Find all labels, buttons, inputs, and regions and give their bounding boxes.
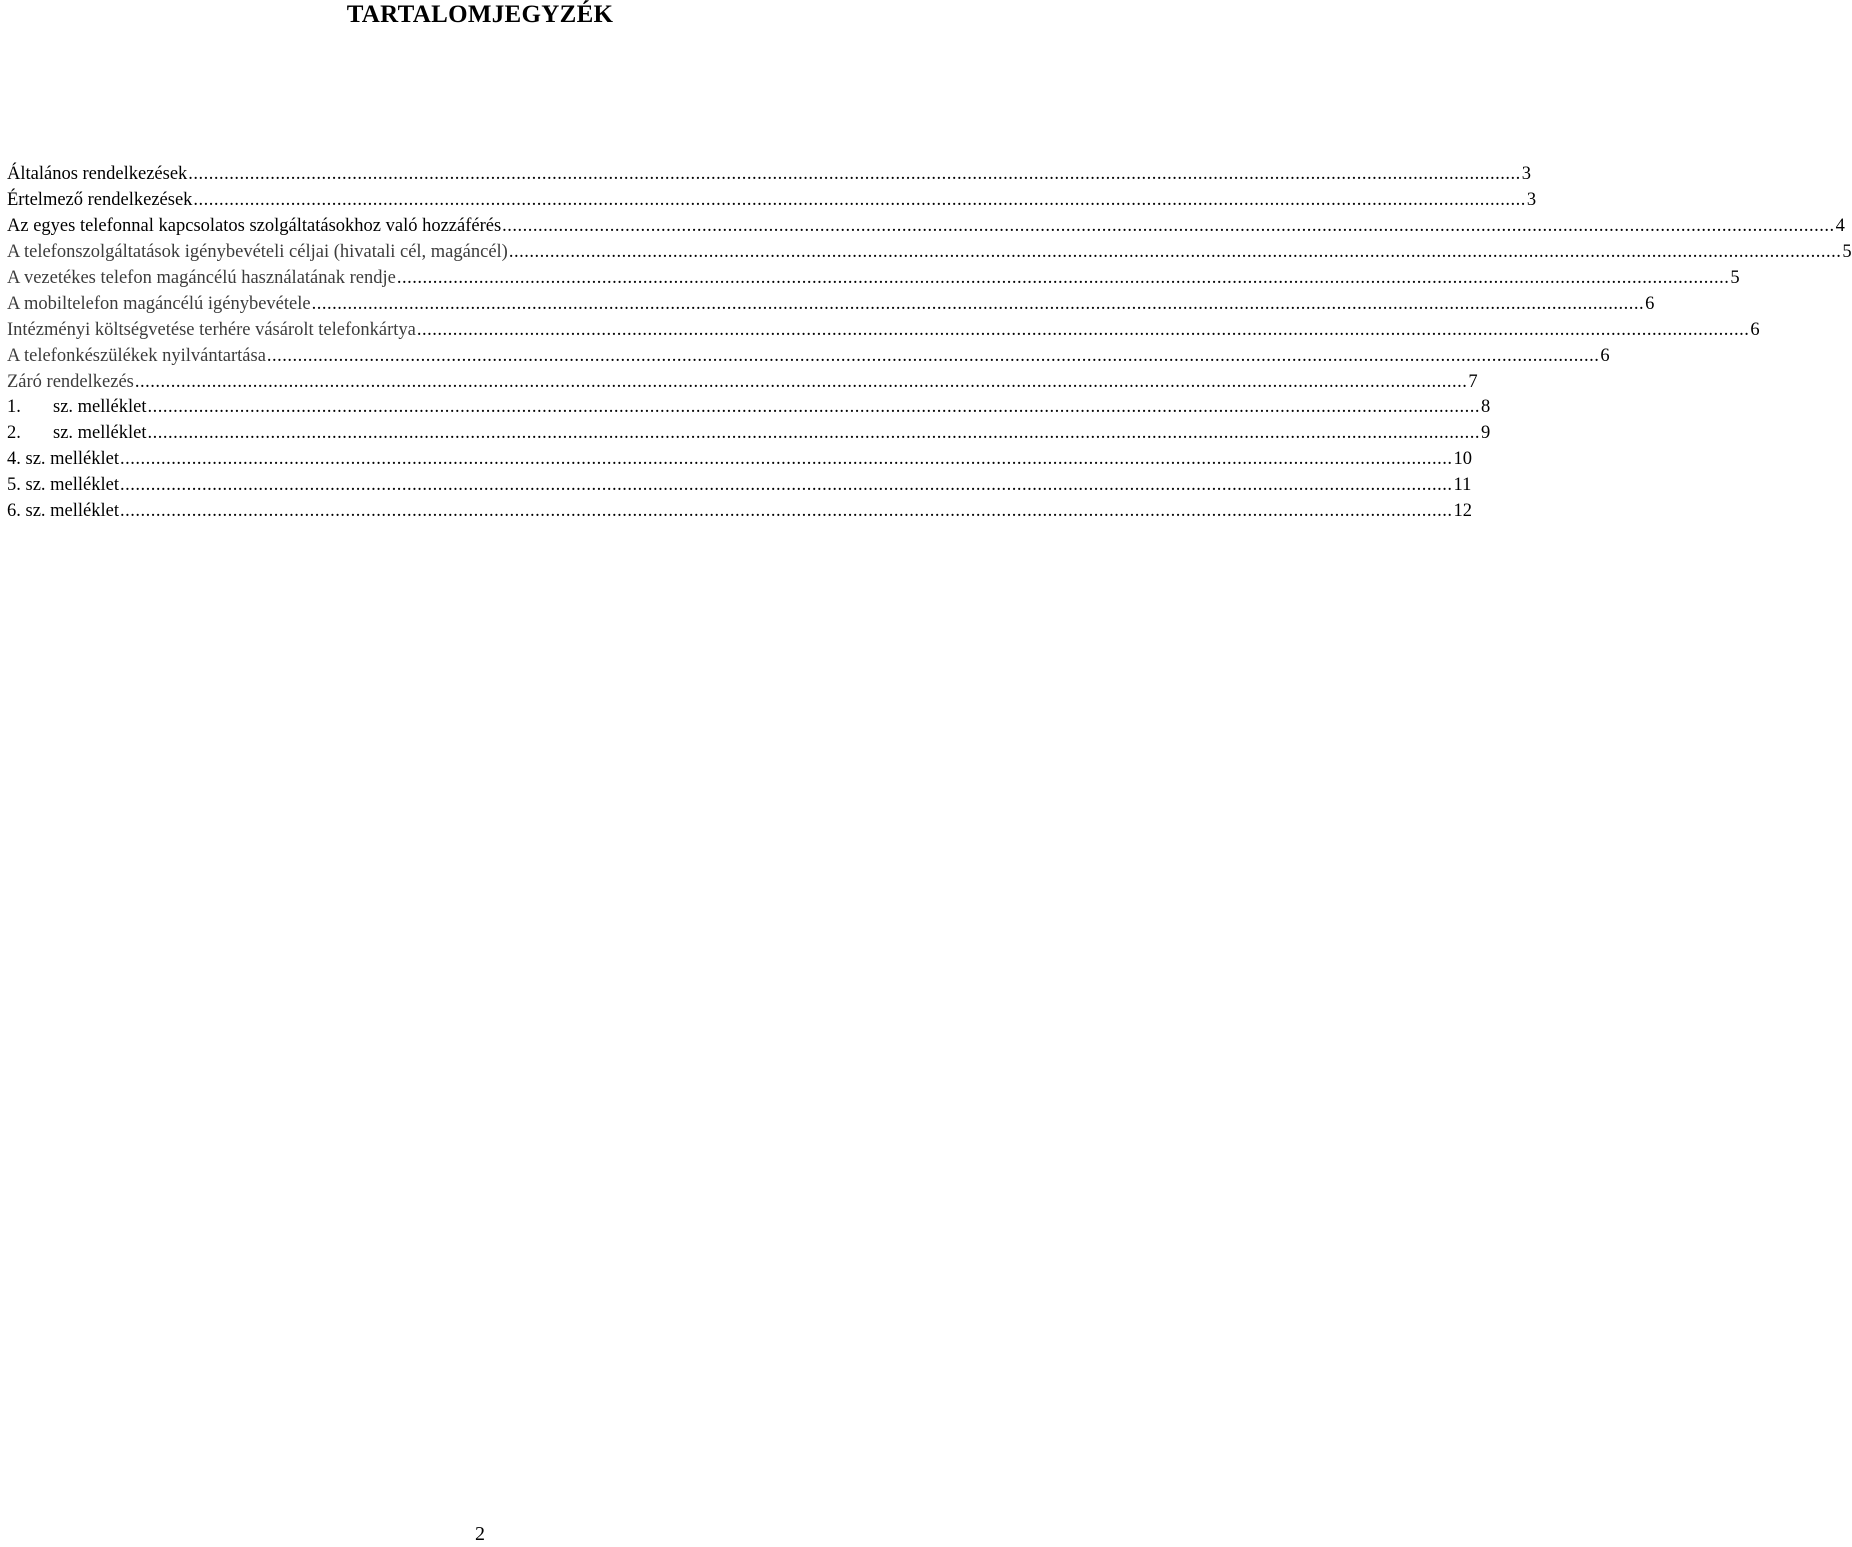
table-of-contents bbox=[7, 162, 1852, 525]
toc-entry-label bbox=[7, 395, 147, 421]
dot-leader bbox=[120, 447, 1453, 473]
toc-entry-number: 1. bbox=[7, 397, 21, 418]
toc-entry[interactable] bbox=[7, 473, 1472, 499]
dot-leader bbox=[502, 214, 1835, 240]
toc-entry-page: 6 bbox=[1600, 345, 1610, 366]
toc-entry[interactable] bbox=[7, 214, 1845, 240]
toc-entry-label: Általános rendelkezések bbox=[7, 164, 188, 184]
dot-leader bbox=[188, 162, 1521, 188]
toc-entry-label: Az egyes telefonnal kapcsolatos szolgáltatásokhoz való hozzáférés bbox=[7, 215, 502, 236]
toc-entry-page: 5 bbox=[1842, 241, 1852, 262]
toc-entry-label: Záró rendelkezés bbox=[7, 371, 134, 392]
page-number: 2 bbox=[475, 1523, 485, 1545]
dot-leader bbox=[148, 395, 1481, 421]
toc-entry-page: 8 bbox=[1481, 397, 1491, 418]
dot-leader bbox=[509, 240, 1842, 266]
toc-entry-label: Intézményi költségvetése terhére vásárolt telefonkártya bbox=[7, 319, 416, 340]
toc-entry-label: A mobiltelefon magáncélú igénybevétele bbox=[7, 293, 311, 314]
toc-entry-text: sz. melléklet bbox=[53, 423, 147, 444]
toc-entry-label: 6. sz. melléklet bbox=[7, 501, 119, 522]
toc-entry[interactable] bbox=[7, 266, 1740, 292]
toc-entry-label: Értelmező rendelkezések bbox=[7, 189, 193, 210]
dot-leader bbox=[193, 188, 1526, 214]
toc-entry-page: 6 bbox=[1645, 293, 1655, 314]
toc-entry-page: 7 bbox=[1468, 371, 1478, 392]
toc-entry-page: 11 bbox=[1453, 475, 1472, 496]
toc-entry-label: A telefonszolgáltatások igénybevételi céljai (hivatali cél, magáncél) bbox=[7, 241, 508, 262]
toc-entry[interactable] bbox=[7, 344, 1610, 370]
page-title: TARTALOMJEGYZÉK bbox=[346, 1, 614, 28]
toc-entry-text: sz. melléklet bbox=[53, 397, 147, 418]
dot-leader bbox=[120, 499, 1453, 525]
toc-entry-label: 5. sz. melléklet bbox=[7, 475, 119, 496]
toc-entry-label: A telefonkészülékek nyilvántartása bbox=[7, 345, 266, 366]
toc-entry-page: 5 bbox=[1730, 267, 1740, 288]
toc-entry[interactable] bbox=[7, 162, 1532, 188]
dot-leader bbox=[417, 318, 1750, 344]
toc-entry-label: A vezetékes telefon magáncélú használatának rendje bbox=[7, 267, 396, 288]
toc-entry-page: 4 bbox=[1835, 215, 1845, 236]
toc-entry-label bbox=[7, 421, 147, 447]
toc-entry-page: 10 bbox=[1453, 449, 1472, 470]
toc-entry[interactable] bbox=[7, 421, 1491, 447]
dot-leader bbox=[312, 292, 1645, 318]
toc-entry-number: 2. bbox=[7, 423, 21, 444]
toc-entry-label: 4. sz. melléklet bbox=[7, 449, 119, 470]
toc-entry-page: 6 bbox=[1750, 319, 1760, 340]
dot-leader bbox=[135, 370, 1468, 396]
toc-entry-page: 12 bbox=[1453, 501, 1472, 522]
toc-entry-page: 3 bbox=[1526, 189, 1537, 210]
toc-entry-page: 3 bbox=[1521, 164, 1532, 184]
dot-leader bbox=[397, 266, 1730, 292]
toc-entry[interactable] bbox=[7, 240, 1852, 266]
toc-entry[interactable] bbox=[7, 188, 1537, 214]
dot-leader bbox=[148, 421, 1481, 447]
toc-entry[interactable] bbox=[7, 292, 1655, 318]
dot-leader bbox=[120, 473, 1453, 499]
toc-entry[interactable] bbox=[7, 395, 1491, 421]
toc-entry[interactable] bbox=[7, 318, 1760, 344]
dot-leader bbox=[267, 344, 1600, 370]
toc-entry[interactable] bbox=[7, 447, 1472, 473]
toc-entry[interactable] bbox=[7, 370, 1478, 396]
toc-entry[interactable] bbox=[7, 499, 1472, 525]
toc-entry-page: 9 bbox=[1481, 423, 1491, 444]
